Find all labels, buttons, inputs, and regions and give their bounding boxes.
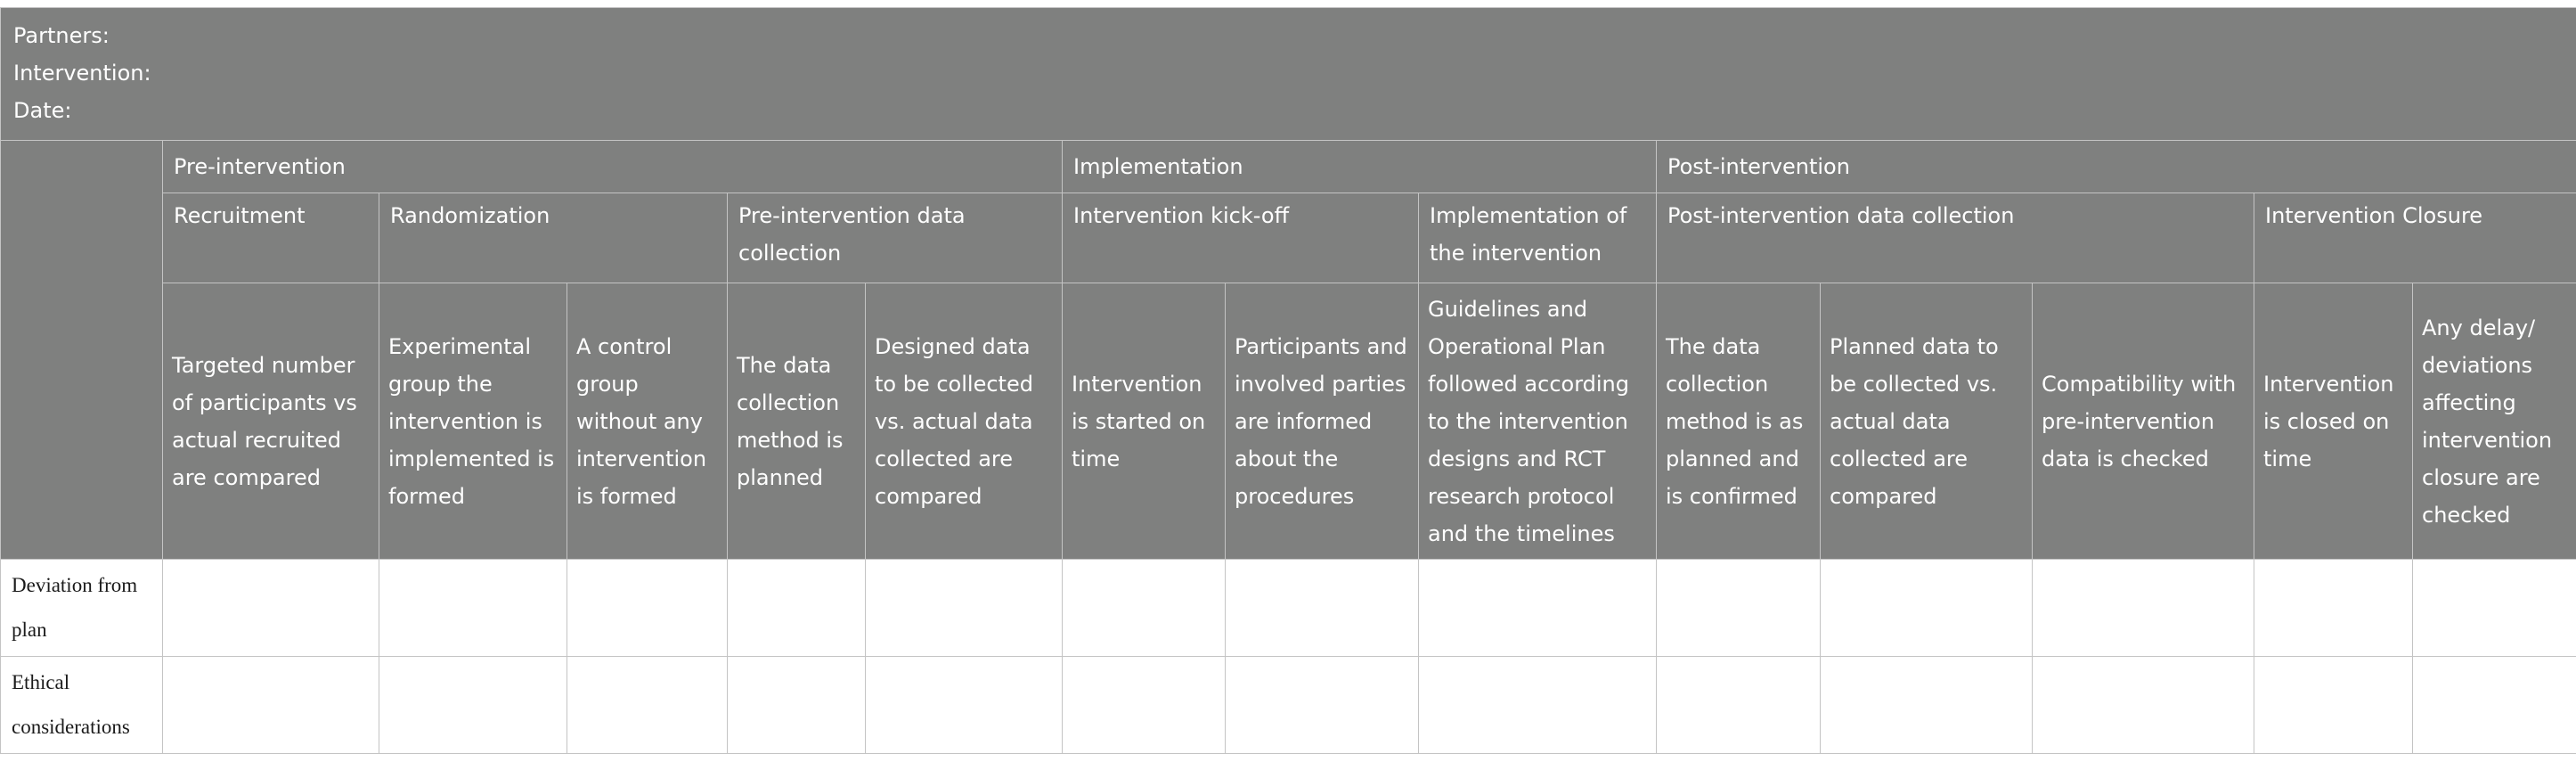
criterion-guidelines-followed: Guidelines and Operational Plan followed according to the intervention designs and RCT research protocol and the timelines (1419, 283, 1657, 560)
stage-post-data-collection: Post-intervention data collection (1657, 193, 2254, 283)
entry-cell[interactable] (2254, 657, 2413, 754)
entry-cell[interactable] (728, 657, 866, 754)
criterion-post-data-compared: Planned data to be collected vs. actual data collected are compared (1821, 283, 2033, 560)
stage-intervention-closure: Intervention Closure (2254, 193, 2576, 283)
criterion-delay-checked: Any delay/ deviations affecting intervention closure are checked (2413, 283, 2576, 560)
criteria-row (1, 283, 2576, 560)
criterion-compatibility-checked: Compatibility with pre-intervention data is checked (2033, 283, 2254, 560)
entry-cell[interactable] (567, 657, 728, 754)
entry-cell[interactable] (379, 657, 567, 754)
monitoring-table-wrapper (0, 7, 2576, 754)
entry-cell[interactable] (379, 560, 567, 657)
entry-cell[interactable] (1063, 657, 1226, 754)
criterion-pre-method-planned: The data collection method is planned (728, 283, 866, 560)
criterion-control-group: A control group without any intervention is formed (567, 283, 728, 560)
row-label-deviation: Deviation from plan (1, 560, 163, 657)
entry-cell[interactable] (2413, 560, 2576, 657)
meta-cell (1, 8, 2576, 141)
phase-implementation: Implementation (1063, 141, 1657, 193)
stage-intervention-kickoff: Intervention kick-off (1063, 193, 1419, 283)
meta-row (1, 8, 2576, 141)
entry-cell[interactable] (866, 560, 1063, 657)
criterion-started-on-time: Intervention is started on time (1063, 283, 1226, 560)
entry-cell[interactable] (1419, 657, 1657, 754)
table-row (1, 657, 2576, 754)
entry-cell[interactable] (1226, 657, 1419, 754)
phase-pre-intervention: Pre-intervention (163, 141, 1063, 193)
entry-cell[interactable] (2413, 657, 2576, 754)
corner-cell (1, 141, 163, 560)
stage-implementation: Implementation of the intervention (1419, 193, 1657, 283)
entry-cell[interactable] (567, 560, 728, 657)
entry-cell[interactable] (163, 560, 379, 657)
criterion-recruitment-compared: Targeted number of participants vs actual recruited are compared (163, 283, 379, 560)
entry-cell[interactable] (1657, 560, 1821, 657)
criterion-experimental-group: Experimental group the intervention is implemented is formed (379, 283, 567, 560)
entry-cell[interactable] (1821, 560, 2033, 657)
monitoring-table (0, 7, 2576, 754)
stage-recruitment: Recruitment (163, 193, 379, 283)
phase-post-intervention: Post-intervention (1657, 141, 2576, 193)
row-label-ethical: Ethical considerations (1, 657, 163, 754)
entry-cell[interactable] (1063, 560, 1226, 657)
entry-cell[interactable] (1657, 657, 1821, 754)
entry-cell[interactable] (728, 560, 866, 657)
criterion-pre-data-compared: Designed data to be collected vs. actual data collected are compared (866, 283, 1063, 560)
entry-cell[interactable] (1821, 657, 2033, 754)
phase-row (1, 141, 2576, 193)
criterion-post-method-confirmed: The data collection method is as planned and is confirmed (1657, 283, 1821, 560)
entry-cell[interactable] (163, 657, 379, 754)
stage-randomization: Randomization (379, 193, 728, 283)
stage-row (1, 193, 2576, 283)
stage-pre-data-collection: Pre-intervention data collection (728, 193, 1063, 283)
intervention-label: Intervention: (13, 61, 151, 86)
date-label: Date: (13, 98, 72, 123)
criterion-parties-informed: Participants and involved parties are informed about the procedures (1226, 283, 1419, 560)
entry-cell[interactable] (1419, 560, 1657, 657)
entry-cell[interactable] (2033, 560, 2254, 657)
entry-cell[interactable] (2033, 657, 2254, 754)
entry-cell[interactable] (1226, 560, 1419, 657)
partners-label: Partners: (13, 23, 110, 48)
criterion-closed-on-time: Intervention is closed on time (2254, 283, 2413, 560)
entry-cell[interactable] (866, 657, 1063, 754)
entry-cell[interactable] (2254, 560, 2413, 657)
table-row (1, 560, 2576, 657)
